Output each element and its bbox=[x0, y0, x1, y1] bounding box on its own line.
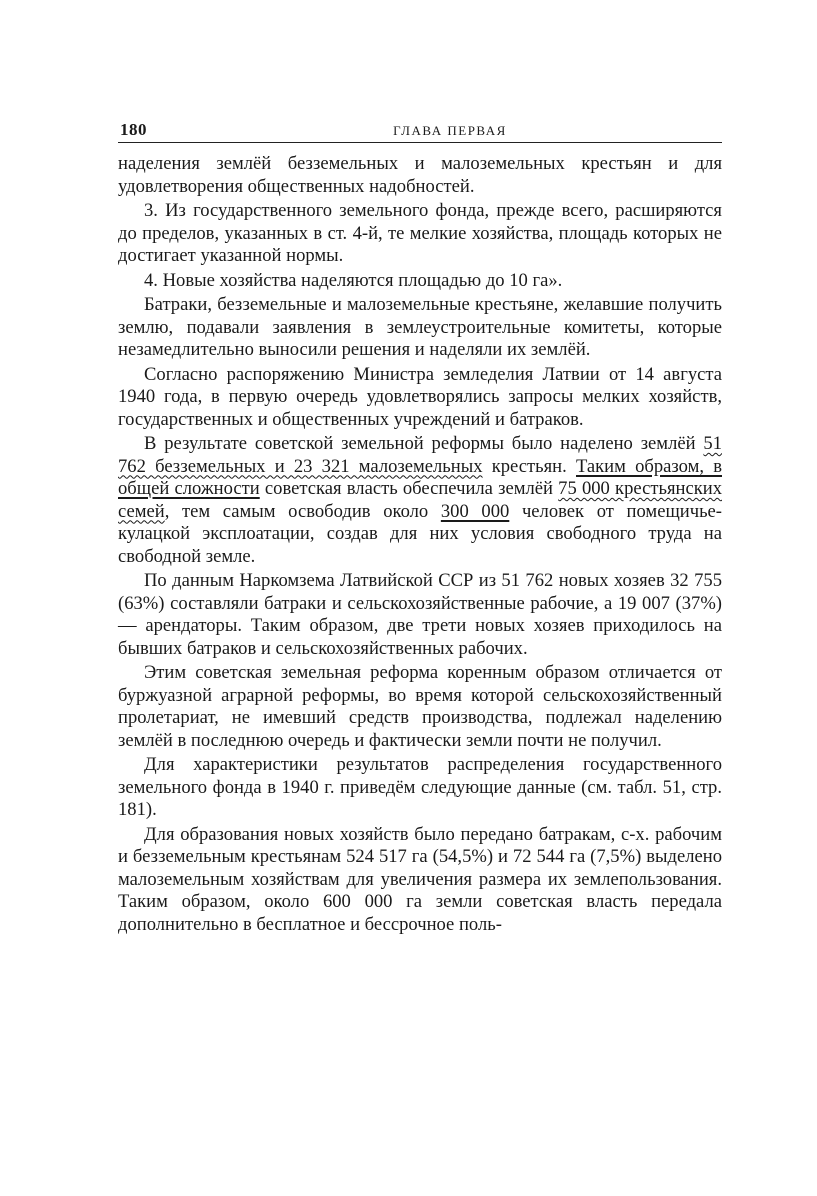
underlined-text: 300 000 bbox=[440, 500, 510, 522]
paragraph: Этим советская земельная реформа коренным образом отличается от буржуазной аграрной реформы, во время которой сельскохозяйственный пролетариат, не имевший средств производства, подлежал наделению землёй в последнюю очередь и фактически земли почти не получил. bbox=[118, 662, 722, 751]
page-number: 180 bbox=[120, 120, 147, 139]
paragraph: 4. Новые хозяйства наделяются площадью до 10 га». bbox=[144, 269, 563, 291]
text-run: , тем самым освободив около bbox=[164, 500, 441, 522]
underlined-text: 51 762 безземельных и 23 321 малоземельных bbox=[118, 433, 722, 477]
running-title: ГЛАВА ПЕРВАЯ bbox=[393, 123, 507, 138]
body-text bbox=[118, 153, 722, 936]
text-run: В результате советской земельной реформы было наделено землёй bbox=[144, 433, 704, 454]
paragraph: По данным Наркомзема Латвийской ССР из 51 762 новых хозяев 32 755 (63%) составляли батраки и сельскохозяйственные рабочие, а 19 007 (37%) — арендаторы. Таким образом, две трети новых хозяев приходилось на бывших батраков и сельскохозяйственных рабочих. bbox=[118, 570, 722, 659]
text-run: советская власть обеспечила землёй bbox=[259, 478, 559, 499]
underlined-text: 75 000 крестьянских семей bbox=[118, 478, 722, 522]
paragraph: 3. Из государственного земельного фонда, прежде всего, расширяются до пределов, указанных в ст. 4-й, те мелкие хозяйства, площадь которых не достигает указанной нормы. bbox=[118, 200, 722, 266]
paragraph-annotated bbox=[118, 433, 722, 568]
text-run: крестьян. bbox=[482, 455, 576, 477]
paragraph: Согласно распоряжению Министра земледелия Латвии от 14 августа 1940 года, в первую очередь удовлетворялись запросы мелких хозяйств, государственных и общественных учреждений и батраков. bbox=[118, 363, 722, 430]
paragraph: Батраки, безземельные и малоземельные крестьяне, желавшие получить землю, подавали заявления в землеустроительные комитеты, которые незамедлительно выносили решения и наделяли их землёй. bbox=[118, 294, 722, 360]
paragraph: Для образования новых хозяйств было передано батракам, с-х. рабочим и безземельным крестьянам 524 517 га (54,5%) и 72 544 га (7,5%) выделено малоземельным хозяйствам для увеличения размера их землепользования. Таким образом, около 600 000 га земли советская власть передала дополнительно в бесплатное и бессрочное поль- bbox=[118, 823, 722, 935]
page-header bbox=[118, 118, 722, 143]
underlined-text: Таким образом, в общей сложности bbox=[118, 455, 722, 499]
book-page bbox=[118, 118, 722, 936]
paragraph: Для характеристики результатов распределения государственного земельного фонда в 1940 г. приведём следующие данные (см. табл. 51, стр. 181). bbox=[118, 754, 722, 820]
paragraph: наделения землёй безземельных и малоземельных крестьян и для удовлетворения общественных надобностей. bbox=[118, 153, 722, 197]
text-run: человек от помещичье-кулацкой эксплоатации, создав для них условия свободного труда на свободной земле. bbox=[118, 500, 722, 567]
